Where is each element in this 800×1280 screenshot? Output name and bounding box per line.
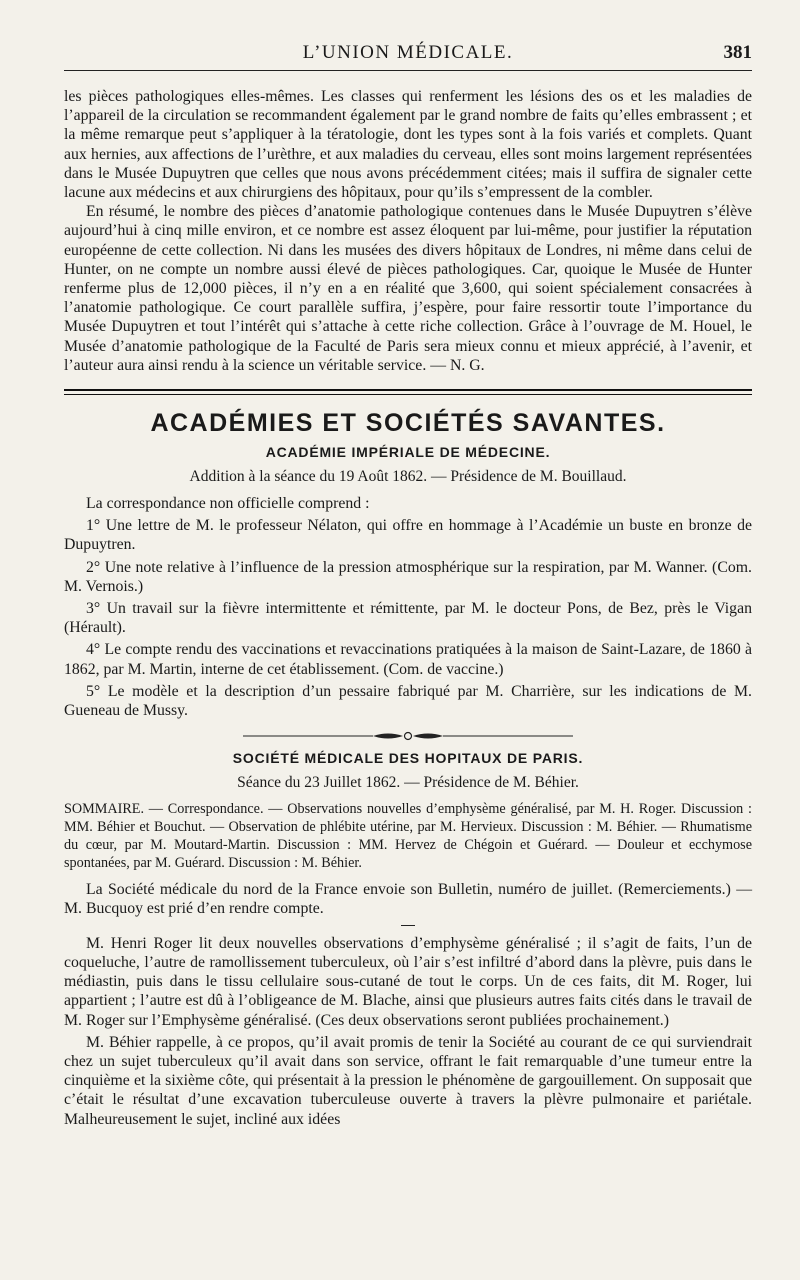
running-header (64, 38, 752, 71)
page-number: 381 (723, 42, 752, 63)
ornament-divider (243, 730, 573, 742)
correspondance-item-4: 4° Le compte rendu des vaccinations et revaccinations pratiquées à la maison de Saint-Lazare, de 1860 à 1862, par M. Martin, interne de cet établissement. (Com. de vaccine.) (64, 641, 752, 678)
correspondance-item-5: 5° Le modèle et la description d’un pessaire fabriqué par M. Charrière, sur les indications de M. Gueneau de Mussy. (64, 682, 752, 720)
sommaire: SOMMAIRE. — Correspondance. — Observations nouvelles d’emphysème généralisé, par M. H. Roger. Discussion : MM. Béhier et Bouchut. — Observation de phlébite utérine, par M. Hervieux. Discussion : M. Béhier. — Rhumatisme du cœur, par M. Moutard-Martin. Discussion : MM. Hervez de Chégoin et Guérard. — Douleur et ecchymose spontanées, par M. Guérard. Discussion : M. Béhier. (64, 801, 752, 872)
correspondance-item-1: 1° Une lettre de M. le professeur Nélaton, qui offre en hommage à l’Académie un buste en bronze de Dupuytren. (64, 517, 752, 554)
correspondance-item-2: 2° Une note relative à l’influence de la pression atmosphérique sur la respiration, par M. Wanner. (Com. M. Vernois.) (64, 558, 752, 595)
societe-heading: SOCIÉTÉ MÉDICALE DES HOPITAUX DE PARIS. (232, 750, 584, 767)
correspondance-intro: La correspondance non officielle comprend : (86, 495, 370, 513)
paragraph-summary-musee: En résumé, le nombre des pièces d’anatomie pathologique contenues dans le Musée Dupuytren s’élève aujourd’hui à cinq mille environ, et ce nombre est assez éloquent par lui-même, pour justifier la réputation européenne de cette collection. Ni dans les musées des divers hôpitaux de Londres, ni même dans celui de Hunter, on ne compte un nombre aussi élevé de pièces pathologiques. Car, quoique le Musée de Hunter renferme plus de 12,000 pièces, il n’y en a en réalité que 3,600, qui soient spécialement consacrées à l’anatomie pathologique. Ce court parallèle suffira, j’espère, pour faire ressortir toute l’importance du Musée Dupuytren et tout l’intérêt qui s’attache à cette riche collection. Grâce à l’ouvrage de M. Houel, le Musée d’anatomie pathologique de la Faculté de Paris sera mieux connu et mieux apprécié, à l’avenir, et l’auteur aura ainsi rendu à la science un véritable service. — N. G. (64, 203, 752, 374)
paragraph-bulletin: La Société médicale du nord de la France envoie son Bulletin, numéro de juillet. (Remerciements.) — M. Bucquoy est prié d’en rendre compte. (64, 881, 752, 918)
section-title: ACADÉMIES ET SOCIÉTÉS SAVANTES. (150, 409, 666, 438)
paragraph-behier: M. Béhier rappelle, à ce propos, qu’il avait promis de tenir la Société au courant de ce qui surviendrait chez un sujet tuberculeux qu’il avait dans son service, offrant le fait remarquable d’une tumeur entre la cinquième et la sixième côte, qui présentait à la pression le phénomène de gargouillement. On supposait que c’était le résultat d’une excavation tuberculeuse ouverte à travers la plèvre pulmonaire et pariétale. Malheureusement le sujet, incliné aux idées (64, 1033, 752, 1128)
paragraph-collection-classes: les pièces pathologiques elles-mêmes. Les classes qui renferment les lésions des os et les maladies de l’appareil de la circulation se recommandent également par le grand nombre de faits qu’elles embrassent ; et la même remarque peut s’appliquer à la tératologie, dont les types sont à la fois variés et complets. Quant aux hernies, aux affections de l’urèthre, et aux maladies du cerveau, elles sont moins largement représentées dans le Musée Dupuytren que celles que nous avons précédemment citées; mais il suffira de signaler cette lacune aux médecins et aux chirurgiens des hôpitaux, pour qu’ils s’empressent de la combler. (64, 88, 752, 202)
academie-session-line: Addition à la séance du 19 Août 1862. — Présidence de M. Bouillaud. (189, 468, 627, 486)
running-title: L’UNION MÉDICALE. (302, 42, 514, 63)
section-divider (64, 389, 752, 395)
paragraph-roger: M. Henri Roger lit deux nouvelles observations d’emphysème généralisé ; il s’agit de faits, l’un de coqueluche, l’autre de ramollissement tuberculeux, où l’air s’est infiltré d’abord dans la plèvre, puis dans le médiastin, puis dans le tissu cellulaire sous-cutané de tout le corps. Un de ces faits, dit M. Roger, lui appartient ; l’autre est dû à l’obligeance de M. Blache, ainsi que plusieurs autres faits cités dans le travail de M. Roger sur l’Emphysème généralisé. (Ces deux observations seront publiées prochainement.) (64, 934, 752, 1029)
societe-session-line: Séance du 23 Juillet 1862. — Présidence de M. Béhier. (237, 774, 579, 792)
correspondance-item-3: 3° Un travail sur la fièvre intermittente et rémittente, par M. le docteur Pons, de Bez, près le Vigan (Hérault). (64, 600, 752, 637)
academie-heading: ACADÉMIE IMPÉRIALE DE MÉDECINE. (265, 444, 551, 461)
short-dash-divider (401, 925, 415, 926)
